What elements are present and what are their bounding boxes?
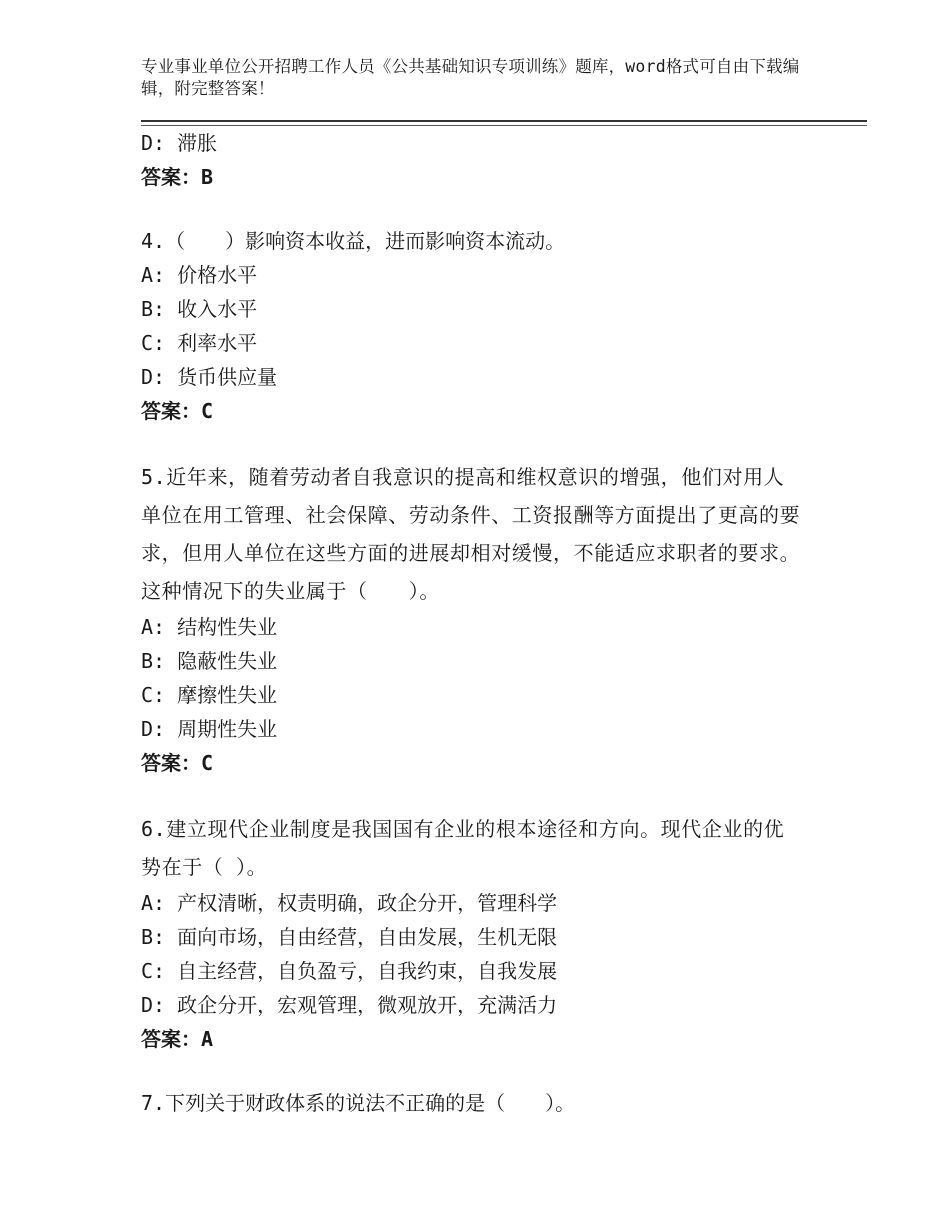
- option-b: B: 收入水平: [141, 297, 258, 321]
- header-divider: [141, 120, 867, 122]
- document-header: 专业事业单位公开招聘工作人员《公共基础知识专项训练》题库，word格式可自由下载编辑，附完整答案！: [141, 57, 800, 98]
- option-b: B: 隐蔽性失业: [141, 649, 278, 673]
- option-a: A: 结构性失业: [141, 615, 278, 639]
- question-4: [141, 224, 801, 428]
- option-a: A: 价格水平: [141, 263, 258, 287]
- option-a: A: 产权清晰，权责明确，政企分开，管理科学: [141, 891, 558, 915]
- option-b: B: 面向市场，自由经营，自由发展，生机无限: [141, 925, 558, 949]
- question-stem: 4.（ ）影响资本收益，进而影响资本流动。: [141, 229, 566, 253]
- question-7: [141, 1086, 801, 1120]
- answer-label: 答案：C: [141, 751, 214, 775]
- option-d: D: 滞胀: [141, 131, 218, 155]
- answer-label: 答案：B: [141, 165, 214, 189]
- option-c: C: 摩擦性失业: [141, 683, 278, 707]
- answer-label: 答案：C: [141, 399, 214, 423]
- question-6: [141, 810, 801, 1056]
- question-5: [141, 458, 801, 780]
- answer-label: 答案：A: [141, 1027, 214, 1051]
- option-d: D: 货币供应量: [141, 365, 278, 389]
- option-d: D: 政企分开，宏观管理，微观放开，充满活力: [141, 993, 558, 1017]
- question-stem: 5.近年来，随着劳动者自我意识的提高和维权意识的增强，他们对用人单位在用工管理、社会保障、劳动条件、工资报酬等方面提出了更高的要求，但用人单位在这些方面的进展却相对缓慢，不能适应求职者的要求。这种情况下的失业属于（ ）。: [141, 465, 801, 603]
- option-d: D: 周期性失业: [141, 717, 278, 741]
- option-c: C: 自主经营，自负盈亏，自我约束，自我发展: [141, 959, 558, 983]
- question-3-tail: [141, 126, 801, 194]
- question-stem: 7.下列关于财政体系的说法不正确的是（ ）。: [141, 1091, 576, 1115]
- question-stem: 6.建立现代企业制度是我国国有企业的根本途径和方向。现代企业的优势在于（ ）。: [141, 817, 785, 879]
- option-c: C: 利率水平: [141, 331, 258, 355]
- question-list: [141, 126, 801, 1120]
